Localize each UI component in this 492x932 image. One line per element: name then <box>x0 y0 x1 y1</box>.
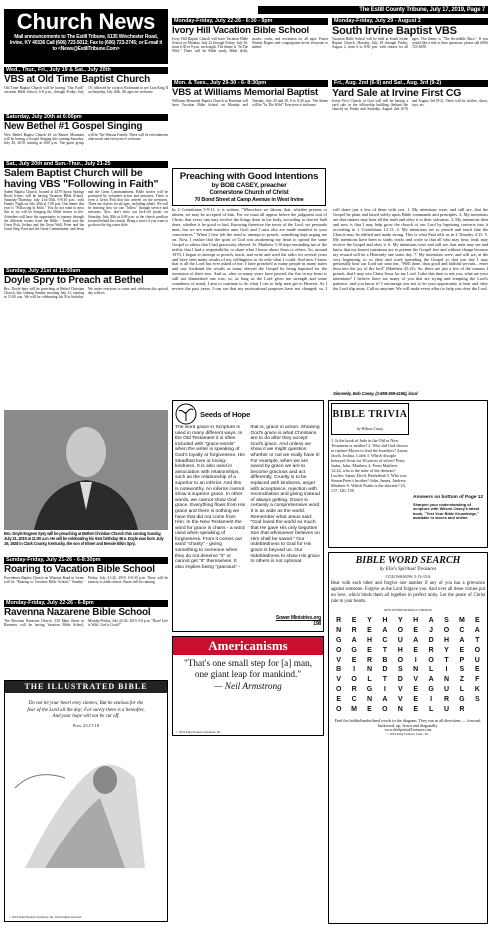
word-search-cell[interactable]: N <box>397 705 403 713</box>
trivia-answers: Answers on bottom of Page 12 <box>413 495 484 500</box>
word-search-cell[interactable]: H <box>382 617 388 625</box>
word-search-cell[interactable]: V <box>397 695 403 703</box>
word-search-cell[interactable]: V <box>397 685 403 693</box>
word-search-cell[interactable]: A <box>382 695 388 703</box>
word-search-cell[interactable]: S <box>474 695 480 703</box>
trivia-byline: by Wilson Casey <box>356 426 384 431</box>
preaching-title: Preaching with Good Intentions <box>179 171 319 182</box>
word-search-cell[interactable]: M <box>351 705 358 713</box>
word-search-cell[interactable]: O <box>474 646 481 654</box>
left-lower-events <box>4 557 168 641</box>
preaching-location: 70 Bond Street at Camp Avenue in West Irvine <box>194 197 304 203</box>
word-search-cell[interactable]: E <box>474 617 480 625</box>
bible-trivia <box>328 400 488 548</box>
word-search-cell[interactable]: S <box>444 617 449 625</box>
event-headline: Ravenna Nazarene Bible School <box>4 607 151 618</box>
word-search-ref: COLOSSIANS 3:13-15A <box>385 574 431 579</box>
word-search-cell[interactable]: U <box>443 685 450 693</box>
word-search-cell[interactable]: B <box>336 666 342 674</box>
word-search-cell[interactable]: O <box>443 627 450 635</box>
word-search-cell[interactable]: L <box>459 685 465 693</box>
trivia-logo <box>331 403 409 435</box>
word-search-instructions: Find the bolded/underlined words in the diagram. They run in all directions — forward, backward, up, down and diagonally. <box>334 718 482 729</box>
word-search-cell[interactable]: R <box>351 685 357 693</box>
word-search-cell[interactable]: R <box>351 627 357 635</box>
word-search-byline: by Elie's Spiritual Treasures <box>379 567 437 572</box>
word-search-cell[interactable]: D <box>428 636 434 644</box>
word-search-cell[interactable]: O <box>397 627 404 635</box>
event-williams-memorial <box>172 80 328 125</box>
event-date: Wed., Thur., Fri., July 19 & Sat., July 20th <box>4 67 168 74</box>
event-body: Irvine First Church of God will will be having a yard sale in the fellowship building (behind the church) on Friday and Saturday, August 2nd (6-9) and August 3rd (9-2). There will be clothes, shoes, toys, etc. <box>332 99 488 112</box>
preaching-church: Cornerstone Church of Christ <box>209 190 289 196</box>
event-headline: Yard Sale at Irvine First CG <box>332 87 462 99</box>
event-south-irvine <box>332 18 488 77</box>
word-search-cell[interactable]: O <box>428 656 434 664</box>
event-headline: VBS at Old Time Baptist Church <box>4 74 151 85</box>
word-search-cell[interactable]: E <box>413 646 419 654</box>
illustrated-bible-credit: © 2019 King Features Syndicate, Inc. World rights reserved. <box>9 914 82 919</box>
word-search-cell[interactable]: C <box>459 627 465 635</box>
word-search-cell[interactable]: R <box>443 695 450 703</box>
trivia-left <box>331 403 409 545</box>
word-search-cell[interactable]: R <box>459 705 465 713</box>
word-search-title: BIBLE WORD SEARCH <box>355 555 461 566</box>
event-date: Sunday, July 21st at 11:00am <box>4 268 168 275</box>
trivia-questions-a: 1. Is the book of Jude in the Old or New Testament or neither? 2. Who did God choose to replace Moses to lead the Israelites? Aaron, Jacob, Joshua, Caleb 3. Which disciple betrayed Jesus for 30 pieces of silver? Peter, Judas, John, Matthew 4. From Matthew 12:24, who is the ruler of the demons? Lucifer, Satan, Devil, Beelzebub 5. Who was Simon Peter's brother? John, James, Andrew, Matthew 6. Which Psalm is the shortest? 23, 117, 120, 150 <box>331 438 409 493</box>
paper-line: The Estill County Tribune, July 17, 2019, Page 7 <box>359 7 485 13</box>
word-search-cell[interactable]: I <box>430 695 433 703</box>
event-headline: Ivory Hill Vacation Bible School <box>172 25 310 36</box>
word-search-cell[interactable]: E <box>459 646 465 654</box>
word-search-cell[interactable]: Y <box>367 617 372 625</box>
word-search-cell[interactable]: R <box>428 646 434 654</box>
event-body: Providence Baptist Church on Winston Road in Irvine will be "Roaring to Vacation Bible School," Sunday-Friday, July 21-26, 2019, 6-8:30 p.m. There will be nursery to adult classes. Buses will be running. <box>4 576 168 585</box>
word-search-cell[interactable]: P <box>459 656 465 664</box>
praying-figure-icon <box>5 728 167 878</box>
word-search-cell[interactable]: G <box>366 685 373 693</box>
word-search-cell[interactable]: E <box>413 627 419 635</box>
word-search-cell[interactable]: O <box>382 705 388 713</box>
word-search-cell[interactable]: A <box>474 627 480 635</box>
word-search-cell[interactable]: I <box>353 666 356 674</box>
bible-word-search <box>328 552 488 924</box>
trivia-promo: Sharpen your understanding of scripture with Wilson Casey's latest book, "Test Your Bible Knowledge," available in stores and online. <box>413 501 480 521</box>
event-headline: Roaring to Vacation Bible School <box>4 564 155 575</box>
left-events <box>4 67 168 309</box>
word-search-cell[interactable]: T <box>475 636 480 644</box>
word-search-cell[interactable]: N <box>366 666 373 674</box>
doyle-spry-photo <box>4 410 168 530</box>
seedling-icon <box>175 403 197 425</box>
word-search-cell[interactable]: O <box>397 656 404 664</box>
word-search-cell[interactable]: R <box>336 617 342 625</box>
event-body: The Ravenna Nazarene Church, 530 Main Street in Ravenna, will be having Vacation Bible School, Monday-Friday, July 22-26, 2019, 6-8 p.m. "Roar! Life is Wild, God is Good!" <box>4 619 168 628</box>
seeds-source: Sower Ministries.org <box>275 615 321 621</box>
event-body: Bro. Doyle Spry will be preaching at Bethel Christian Church, this coming Sunday morning July 21, starting at 11:00 a.m. We will be celebrating his 91st birthday. We invite everyone to come and celebrate this special day with us. <box>4 287 168 300</box>
word-search-cell[interactable]: A <box>351 636 357 644</box>
event-date: Monday-Friday, July 22-26 - 6:30 - 9pm <box>172 18 328 25</box>
word-search-cell[interactable]: F <box>475 676 480 684</box>
word-search-cell[interactable]: N <box>336 627 342 635</box>
event-body: Vacation Bible School will be held at South Irvine Baptist Church, Monday, July 29 through Friday, August 2, from 6 to 8:30 p.m. with classes for all ages. The theme is "The Incredible Race." If you would like a ride or have questions, please call (606) 723-8298. <box>332 37 488 50</box>
word-search-cell[interactable]: A <box>459 636 465 644</box>
portrait-silhouette-icon <box>4 410 168 530</box>
illustrated-bible-title: THE ILLUSTRATED BIBLE <box>5 681 167 693</box>
trivia-right <box>413 403 485 545</box>
americanisms-title: Americanisms <box>173 637 323 655</box>
word-search-cell[interactable]: Y <box>397 617 403 625</box>
word-search-cell[interactable]: U <box>397 636 403 644</box>
word-search-cell[interactable]: E <box>474 666 480 674</box>
event-date: Saturday, July 20th at 6:00pm <box>4 114 168 121</box>
word-search-cell[interactable]: G <box>428 685 434 693</box>
preaching-signoff: Sincerely, Bob Casey, (1-859-369-4165), local <box>333 391 418 396</box>
word-search-cell[interactable]: L <box>428 705 434 713</box>
event-body: Old Time Baptist Church will be having "Our Faith" vacation Bible School, 6-8 p.m., through Friday, July 19, followed by a trip to Richmond to see Lion King II on Saturday, July 20th. All ages are welcome. <box>4 86 168 95</box>
event-headline: South Irvine Baptist VBS <box>332 25 457 37</box>
event-headline: VBS at Williams Memorial Baptist <box>172 87 318 98</box>
event-vbs-old-time <box>4 67 168 112</box>
word-search-cell[interactable]: O <box>335 685 342 693</box>
word-search-cell[interactable]: E <box>413 705 419 713</box>
preaching-body: In 2 Corinthians 5:9-11, it is written, "Wherefore we labour, that, whether present or absent, we may be accepted of him. For we must all appear before the judgment seat of Christ; that every one may receive the things done in his body, according to that he hath done, whether it be good or bad. Knowing therefore the terror of the Lord, we persuade men; but we are made manifest unto God; and I trust also are made manifest in your consciences." When I first felt the need to attempt to preach, something kept urging me on. Now, I realize that the spirit of God was awakening my heart to spread the same Gospel to others that I had graciously obeyed. St. Matthew 5:16 kept reminding me of the reality that I had a responsibility to share what I know about Jesus to others. So, around 1970, I began to attempt to preach, teach, and write and used the radio for several years and have seen many results of my willingness to do only what I could. And now I know that is all the Lord has ever asked of me. I have preached to many people in many states and saw firsthand the results as many obeyed the Gospel by being baptized for the remission of their sins. And so, after so many years have passed, the fire in my heart is still not diminished one iota; so, as long as the Lord gives me strength and some soundness of mind, I aim to continue to do what I can to help men get to Heaven. As I review the past years, I can see that my motivational purposes have not changed; so, I will share just a few of them with you. 1. My intentions were, and still are, that the Gospel be plain and based solely upon Bible commands and principles. 2. My intentions are that sinners may hear all the truth and obey it to their salvation. 3. My intentions then and now is that I may help grow the church of our Lord by baptizing converts into it according to 1 Corinthians 12:13. 4. My intentions are to preach and teach that the Church may be edified and made strong. This is what Paul tells us in 2 Timothy 2:15. 5. My intentions have been to study, teach, and write so that all who may hear, read, may receive the Gospel and obey it. 6. My intentions were and still are, that men may see and know that my honest intentions are to present the Gospel free and without charge because my reward will be a Heavenly one some day. 7. My intentions were, and still are, at the very beginning, to so obey and work spreading the Gospel so that one day I may personally hear our Lord say unto me, "Well done, thou good and faithful servant... enter thou into the joy of thy lord" (Matthew 25:21). So, there are just a few of the reasons I preach, that I may win Christ Jesus for my Lord. I take this time to ask you, what are your intentions? I believe there are many of you that are trying and tempting the Lord's patience, and you know it! I encourage you not to let your opportunity to hear and obey the Lord slip away. Call us anytime. We will make every effort to help you obey the Lord. <box>172 208 488 292</box>
word-search-cell[interactable]: E <box>351 617 357 625</box>
word-search-cell[interactable]: A <box>382 627 388 635</box>
word-search-cell[interactable]: C <box>351 695 357 703</box>
word-search-cell[interactable]: G <box>459 695 465 703</box>
word-search-cell[interactable]: H <box>413 617 419 625</box>
word-search-cell[interactable]: U <box>443 705 450 713</box>
illustrated-bible-ref: Prov. 23:17-18 <box>72 722 100 728</box>
word-search-cell[interactable]: L <box>428 666 434 674</box>
word-search-cell[interactable]: O <box>351 676 357 684</box>
word-search-cell[interactable]: K <box>474 685 480 693</box>
word-search-cell[interactable]: E <box>413 685 419 693</box>
word-search-cell[interactable]: J <box>429 627 434 635</box>
word-search-cell[interactable]: S <box>397 666 403 674</box>
word-search-cell[interactable]: H <box>443 636 450 644</box>
word-search-cell[interactable]: G <box>335 636 342 644</box>
event-body: Salem Baptist Church, located at 4470 Spout Springs Road, Irvine, will be having Vacation Bible School, Saturday-Thursday, July 21st-25th, 6-8:30 p.m., with Family Night on July 26th at 7:00 p.m. Our theme this year is "Following in Faith." You do not want to miss this as we will be bringing the Bible stories to life. Attendees will have the opportunity to journey through the different scenes from the Bible - Jonah and the Great Fish, Joshua and the Great Wall, Peter and the Great Step, Paul and the Great Commitment, and Jesus and the Great Commandment. Bible stories will be portrayed by volunteer actors and narrators. There is even a Great Fish that has arrived on the premises. There are classes for all ages, including adults. We will be learning how we can "follow" through service and missions. Also, don't miss our kick-off picnic on Saturday, July 20th at 6:00 p.m. at the church pavilion located behind the church. Bring a towel if you want to go down the big water slide. <box>4 190 168 231</box>
event-roaring-vbs <box>4 557 168 598</box>
event-body: New Bethel Baptist Church #1 on Barnes Mountain will be having a Gospel Singing this coming Saturday, July 20, 2019, starting at 6:00 p.m. The guest group will be The Watson Family. There will be refreshments afterwards and everyone is welcome. <box>4 133 168 146</box>
seeds-title: Seeds of Hope <box>200 409 251 419</box>
americanisms-author: — Neil Armstrong <box>214 682 282 693</box>
word-search-cell[interactable]: E <box>336 695 342 703</box>
trivia-title: BIBLE TRIVIA <box>332 409 408 420</box>
word-search-cell[interactable]: I <box>445 666 448 674</box>
event-date: Monday-Friday, July 29 - August 2 <box>332 18 488 25</box>
event-date: Sunday-Friday, July 21-26 - 6-8:30pm <box>4 557 168 564</box>
word-search-cell[interactable]: A <box>428 617 434 625</box>
word-search-grid[interactable] <box>331 616 485 714</box>
word-search-cell[interactable]: A <box>428 676 434 684</box>
event-date: Monday-Friday, July 22-26 - 6-8pm <box>4 600 168 607</box>
word-search-cell[interactable]: S <box>459 666 465 674</box>
word-search-cell[interactable]: E <box>367 646 372 654</box>
word-search-cell[interactable]: R <box>366 656 373 664</box>
church-news-box <box>4 9 168 64</box>
preaching-header <box>172 168 326 206</box>
americanisms <box>172 636 324 736</box>
word-search-cell[interactable]: M <box>458 617 465 625</box>
word-search-cell[interactable]: N <box>413 666 419 674</box>
word-search-cell[interactable]: N <box>443 676 450 684</box>
photo-caption: Bro. Doyle Eugene Spry will be preaching at Bethel Christian Church this coming Sunday, July 21, 2019 at 11:00 a.m. He will be celebrating his 91st birthday. Bro. Doyle was born July 19, 1928 in Clark County, Kentucky, the son of Elmer and Bessie Elkin Spry. <box>4 531 164 546</box>
preaching-article <box>172 168 488 396</box>
word-search-credit: © 2019 King Features Synd., Inc. <box>386 732 430 737</box>
word-search-cell[interactable]: T <box>382 646 388 654</box>
word-search-cell[interactable]: N <box>366 695 373 703</box>
seeds-number: 198 <box>313 621 321 627</box>
top-right-events <box>172 18 488 125</box>
event-ivory-hill <box>172 18 328 77</box>
word-search-cell[interactable]: Y <box>444 646 449 654</box>
word-search-cell[interactable]: E <box>413 695 419 703</box>
word-search-cell[interactable]: H <box>366 636 373 644</box>
event-headline: Salem Baptist Church will be having VBS "Following in Faith" <box>4 167 159 190</box>
event-date: Sat., July 20th and Sun.-Thur., July 21-25 <box>4 161 168 168</box>
word-search-cell[interactable]: E <box>367 705 372 713</box>
event-headline: New Bethel #1 Gospel Singing <box>4 121 143 132</box>
seeds-of-hope <box>172 400 324 632</box>
word-search-cell[interactable]: G <box>351 646 357 654</box>
event-doyle-spry <box>4 268 168 309</box>
americanisms-credit: © 2019 King Features Syndicate, Inc. <box>176 729 222 734</box>
event-yard-sale <box>332 80 488 125</box>
word-search-cell[interactable]: I <box>414 656 417 664</box>
church-news-title: Church News <box>16 9 156 34</box>
word-search-cell[interactable]: O <box>335 646 342 654</box>
word-search-cell[interactable]: V <box>336 676 342 684</box>
masthead-bar <box>258 6 488 14</box>
americanisms-quote: "That's one small step for [a] man, one giant leap for mankind." <box>183 659 313 680</box>
illustrated-bible-verse: Do not let your heart envy sinners, But be zealous for the fear of the Lord all the day; For surely there is a hereafter, And your hope will not be cut off. <box>27 701 145 719</box>
seeds-body: The word grace in Scripture is used in many different ways. In the Old Testament it is often included with "grace-words" when the writer is speaking of God's loyalty or forgiveness, His steadfast love or loving-kindness. It is also used in association with relationships, such as the relationship of a superior to an inferior. And this is noteworthy. An inferior cannot show a superior grace. In other words, we cannot show God grace. Everything flows from His grace and there is nothing we have that did not come from Him. In the New Testament the word for grace is charis - a word used when speaking of forgiveness. From it comes our word "charity" - giving something to someone when they do not deserve "it" or cannot get "it" themselves. It also implies being "gracious" - that is, grace in action. Showing God's grace is what Christians are to do after they accept God's grace. And unless we show it we might question whether or not we really have it! For example, when we are saved by grace we are to become gracious and act differently. Cruelty is to be replaced with kindness, anger with acceptance, rejection with reconciliation and giving instead of always getting. Grace is certainly a comprehensive word. It is as wide as the world. Remember what Jesus said: "God loved the world so much that He gave His only begotten Son that whosoever believes on Him shall be saved." Our indebtedness to God for His grace is beyond us. Our indebtedness to show His grace to others is not optional. <box>175 425 321 570</box>
word-search-cell[interactable]: H <box>397 646 403 654</box>
event-headline: Doyle Spry to Preach at Bethel <box>4 275 144 286</box>
word-search-cell[interactable]: T <box>444 656 449 664</box>
word-search-cell[interactable]: E <box>367 627 372 635</box>
word-search-cell[interactable]: D <box>397 676 403 684</box>
word-search-verse: Bear with each other and forgive one another if any of you has a grievance against someone. Forgive as the Lord forgave you. And over all these virtues put on love, which binds them all together in perfect unity. Let the peace of Christ rule in your hearts. <box>331 581 485 605</box>
word-search-cell[interactable]: B <box>382 656 388 664</box>
church-news-address: Mail announcements to The Estill Tribune, 6135 Winchester Road, Irvine, KY 40336 Call (606) 723-5012; Fax to (606) 723-2745; or E-mail it to <News@EstillTribune.Com> <box>9 34 163 53</box>
event-salem-vbs <box>4 161 168 266</box>
seeds-header <box>175 403 321 425</box>
word-search-cell[interactable]: L <box>367 676 372 684</box>
word-search-cell[interactable]: E <box>351 656 357 664</box>
event-body: Ivory Hill Baptist Church will have Vacation Bible School on Monday, July 22 through Friday, July 26, from 6:30 to 9 p.m. each night. The theme is "In The Wild." There will be Bible study, Bible drills, snacks, crafts, and recreation for all ages. Pastor Warren Rogers and congregation invite everyone to attend. <box>172 37 328 54</box>
event-date: Fri., Aug. 2nd (6-9) and Sat., Aug. 3rd (9-2) <box>332 80 488 87</box>
event-body: Williams Memorial Baptist Church in Ravenna will have Vacation Bible School on Monday and Tuesday, July 29 and 30, 6 to 8:30 p.m. The theme will be "In The Wild." Everyone is welcome. <box>172 99 328 108</box>
event-ravenna <box>4 600 168 641</box>
event-date: Mon. & Tues., July 29-30 - 6- 8:30pm <box>172 80 328 87</box>
word-search-cell[interactable]: A <box>413 636 419 644</box>
word-search-cell[interactable]: T <box>382 676 388 684</box>
illustrated-bible <box>4 680 168 922</box>
word-search-cell[interactable]: I <box>383 685 386 693</box>
word-search-cell[interactable]: U <box>474 656 480 664</box>
word-search-cell[interactable]: O <box>335 705 342 713</box>
word-search-cell[interactable]: V <box>336 656 342 664</box>
preaching-byline: by BOB CASEY, preacher <box>211 182 287 189</box>
word-search-cell[interactable]: C <box>382 636 388 644</box>
word-search-cell[interactable]: Z <box>459 676 465 684</box>
event-new-bethel <box>4 114 168 159</box>
word-search-version: NEW INTERNATIONAL VERSION <box>384 608 432 613</box>
word-search-url: www.elieSpiritualTreasures.com <box>384 728 432 733</box>
word-search-cell[interactable]: V <box>413 676 419 684</box>
word-search-cell[interactable]: D <box>382 666 388 674</box>
